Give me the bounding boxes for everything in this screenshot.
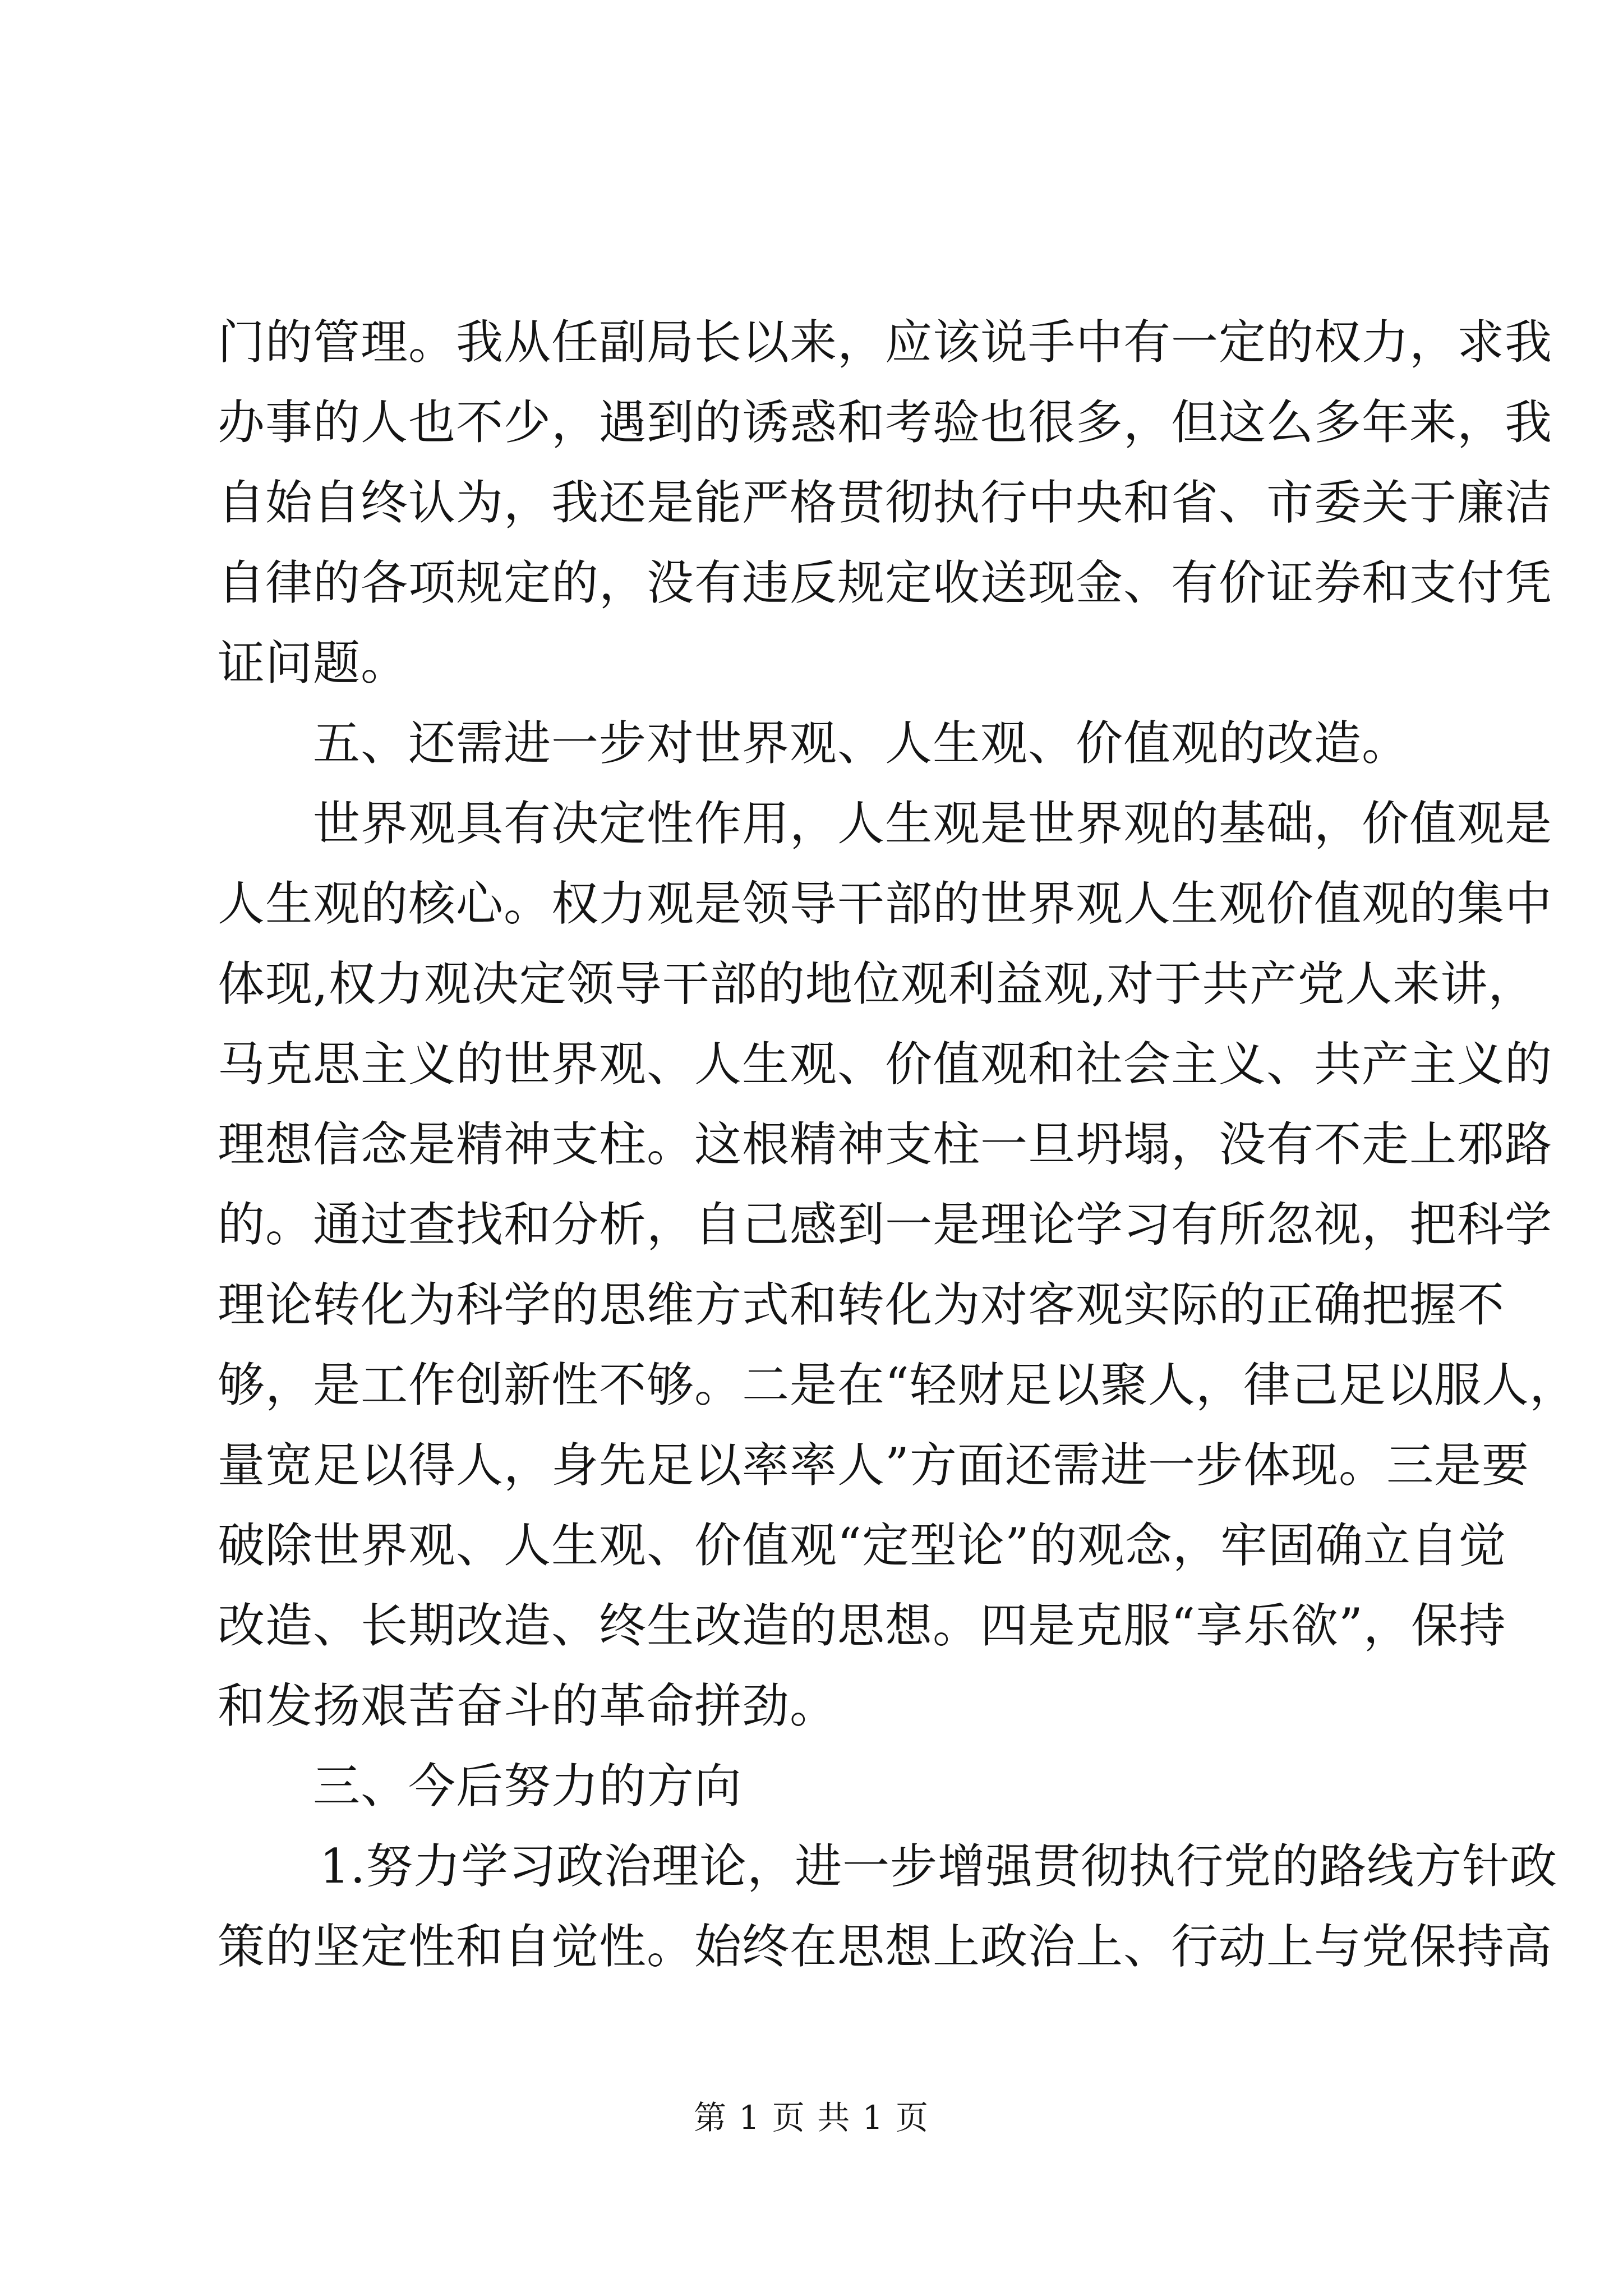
body-text-line: 改造、长期改造、终生改造的思想。四是克服“享乐欲”，保持 [218,1598,1506,1653]
body-text-line: 够，是工作创新性不够。二是在“轻财足以聚人，律己足以服人， [218,1358,1577,1412]
body-text-line: 策的坚定性和自觉性。始终在思想上政治上、行动上与党保持高 [218,1919,1553,1974]
body-text-line: 破除世界观、人生观、价值观“定型论”的观念，牢固确立自觉 [218,1518,1506,1573]
body-text-line: 自始自终认为，我还是能严格贯彻执行中央和省、市委关于廉洁 [218,475,1553,530]
section-heading: 五、还需进一步对世界观、人生观、价值观的改造。 [313,716,1410,771]
body-text-line: 量宽足以得人，身先足以率率人”方面还需进一步体现。三是要 [218,1438,1529,1493]
page-footer: 第 1 页 共 1 页 [694,2099,929,2137]
body-text-line: 办事的人也不少，遇到的诱惑和考验也很多，但这么多年来，我 [218,395,1553,450]
section-heading: 三、今后努力的方向 [313,1759,743,1814]
body-text-line: 门的管理。我从任副局长以来，应该说手中有一定的权力，求我 [218,315,1553,370]
body-text-line: 1.努力学习政治理论，进一步增强贯彻执行党的路线方针政 [320,1839,1558,1894]
body-text-line: 证问题。 [218,636,409,691]
body-text-line: 自律的各项规定的，没有违反规定收送现金、有价证券和支付凭 [218,555,1553,610]
body-text-line: 和发扬艰苦奋斗的革命拼劲。 [218,1678,838,1733]
body-text-line: 世界观具有决定性作用，人生观是世界观的基础，价值观是 [313,796,1553,851]
body-text-line: 的。通过查找和分析，自己感到一是理论学习有所忽视，把科学 [218,1197,1553,1252]
body-text-line: 理想信念是精神支柱。这根精神支柱一旦坍塌，没有不走上邪路 [218,1117,1553,1172]
body-text-line: 人生观的核心。权力观是领导干部的世界观人生观价值观的集中 [218,876,1553,931]
body-text-line: 理论转化为科学的思维方式和转化为对客观实际的正确把握不 [218,1277,1505,1332]
body-text-line: 体现,权力观决定领导干部的地位观利益观,对于共产党人来讲， [218,956,1536,1011]
body-text-line: 马克思主义的世界观、人生观、价值观和社会主义、共产主义的 [218,1037,1553,1092]
